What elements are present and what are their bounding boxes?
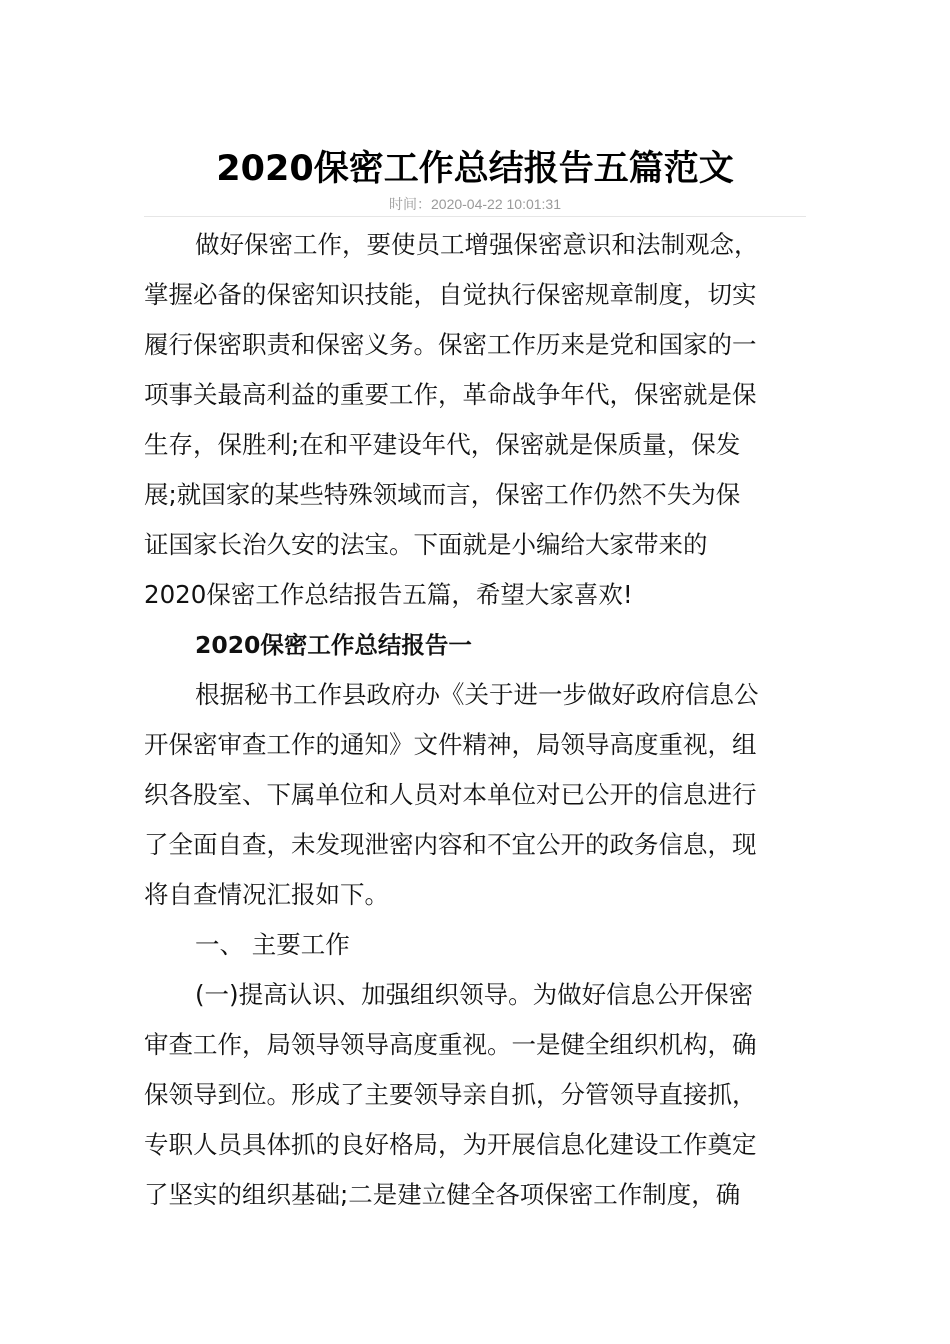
section-heading: 2020保密工作总结报告一 xyxy=(195,631,472,659)
paragraph-line: 开保密审查工作的通知》文件精神，局领导高度重视，组 xyxy=(144,730,757,759)
publish-time: 时间：2020-04-22 10:01:31 xyxy=(389,196,561,212)
paragraph-line: 审查工作，局领导领导高度重视。一是健全组织机构，确 xyxy=(144,1030,757,1059)
subsection-heading: 一、 主要工作 xyxy=(195,930,350,959)
paragraph-line: 2020保密工作总结报告五篇，希望大家喜欢! xyxy=(144,580,633,609)
paragraph-line: 根据秘书工作县政府办《关于进一步做好政府信息公 xyxy=(195,680,759,709)
paragraph-line: 履行保密职责和保密义务。保密工作历来是党和国家的一 xyxy=(144,330,757,359)
document-title: 2020保密工作总结报告五篇范文 xyxy=(216,149,734,189)
paragraph-line: 生存，保胜利;在和平建设年代，保密就是保质量，保发 xyxy=(144,430,741,459)
paragraph-line: 将自查情况汇报如下。 xyxy=(144,880,389,909)
paragraph-line: 证国家长治久安的法宝。下面就是小编给大家带来的 xyxy=(144,530,708,559)
paragraph-line: 了坚实的组织基础;二是建立健全各项保密工作制度，确 xyxy=(144,1180,741,1209)
article-body xyxy=(144,220,784,1220)
paragraph-line: 了全面自查，未发现泄密内容和不宜公开的政务信息，现 xyxy=(144,830,757,859)
paragraph-line: (一)提高认识、加强组织领导。为做好信息公开保密 xyxy=(195,980,754,1009)
paragraph-line: 做好保密工作，要使员工增强保密意识和法制观念， xyxy=(195,230,759,259)
title-divider xyxy=(144,216,806,217)
paragraph-line: 项事关最高利益的重要工作，革命战争年代，保密就是保 xyxy=(144,380,757,409)
paragraph-line: 掌握必备的保密知识技能，自觉执行保密规章制度，切实 xyxy=(144,280,757,309)
paragraph-line: 专职人员具体抓的良好格局，为开展信息化建设工作奠定 xyxy=(144,1130,757,1159)
paragraph-line: 保领导到位。形成了主要领导亲自抓，分管领导直接抓， xyxy=(144,1080,757,1109)
paragraph-line: 织各股室、下属单位和人员对本单位对已公开的信息进行 xyxy=(144,780,757,809)
paragraph-line: 展;就国家的某些特殊领域而言，保密工作仍然不失为保 xyxy=(144,480,741,509)
